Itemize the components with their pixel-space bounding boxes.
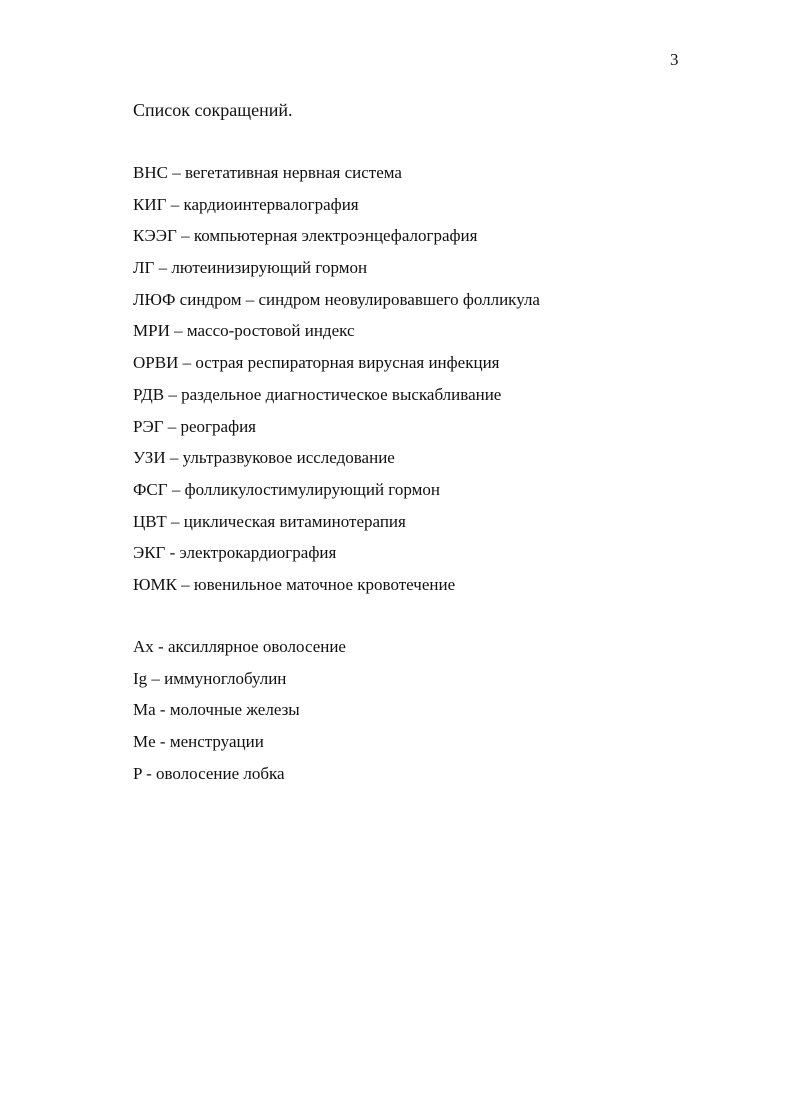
- list-item: РДВ – раздельное диагностическое выскабливание: [133, 384, 502, 404]
- list-item: КИГ – кардиоинтервалография: [133, 194, 359, 214]
- list-item: ЭКГ - электрокардиография: [133, 543, 337, 563]
- list-item: МРИ – массо-ростовой индекс: [133, 321, 355, 341]
- list-item: Ma - молочные железы: [133, 700, 300, 720]
- list-item: Me - менструации: [133, 732, 264, 752]
- list-item: ФСГ – фолликулостимулирующий гормон: [133, 479, 440, 499]
- list-item: ЦВТ – циклическая витаминотерапия: [133, 511, 406, 531]
- abbreviation-list: [133, 162, 540, 606]
- list-item: КЭЭГ – компьютерная электроэнцефалография: [133, 226, 478, 246]
- list-item: Ig – иммуноглобулин: [133, 668, 287, 688]
- list-item: ЛЮФ синдром – синдром неовулировавшего фолликула: [133, 289, 540, 309]
- list-item: РЭГ – реография: [133, 416, 257, 436]
- list-item: ЮМК – ювенильное маточное кровотечение: [133, 574, 456, 594]
- latin-abbreviation-list: [133, 636, 346, 794]
- page-title: Список сокращений.: [133, 100, 293, 120]
- list-item: УЗИ – ультразвуковое исследование: [133, 448, 395, 468]
- page-number: 3: [670, 50, 679, 69]
- list-item: ВНС – вегетативная нервная система: [133, 163, 402, 182]
- list-item: ОРВИ – острая респираторная вирусная инфекция: [133, 353, 500, 373]
- list-item: ЛГ – лютеинизирующий гормон: [133, 258, 368, 278]
- list-item: P - оволосение лобка: [133, 763, 285, 783]
- list-item: Ax - аксиллярное оволосение: [133, 637, 346, 656]
